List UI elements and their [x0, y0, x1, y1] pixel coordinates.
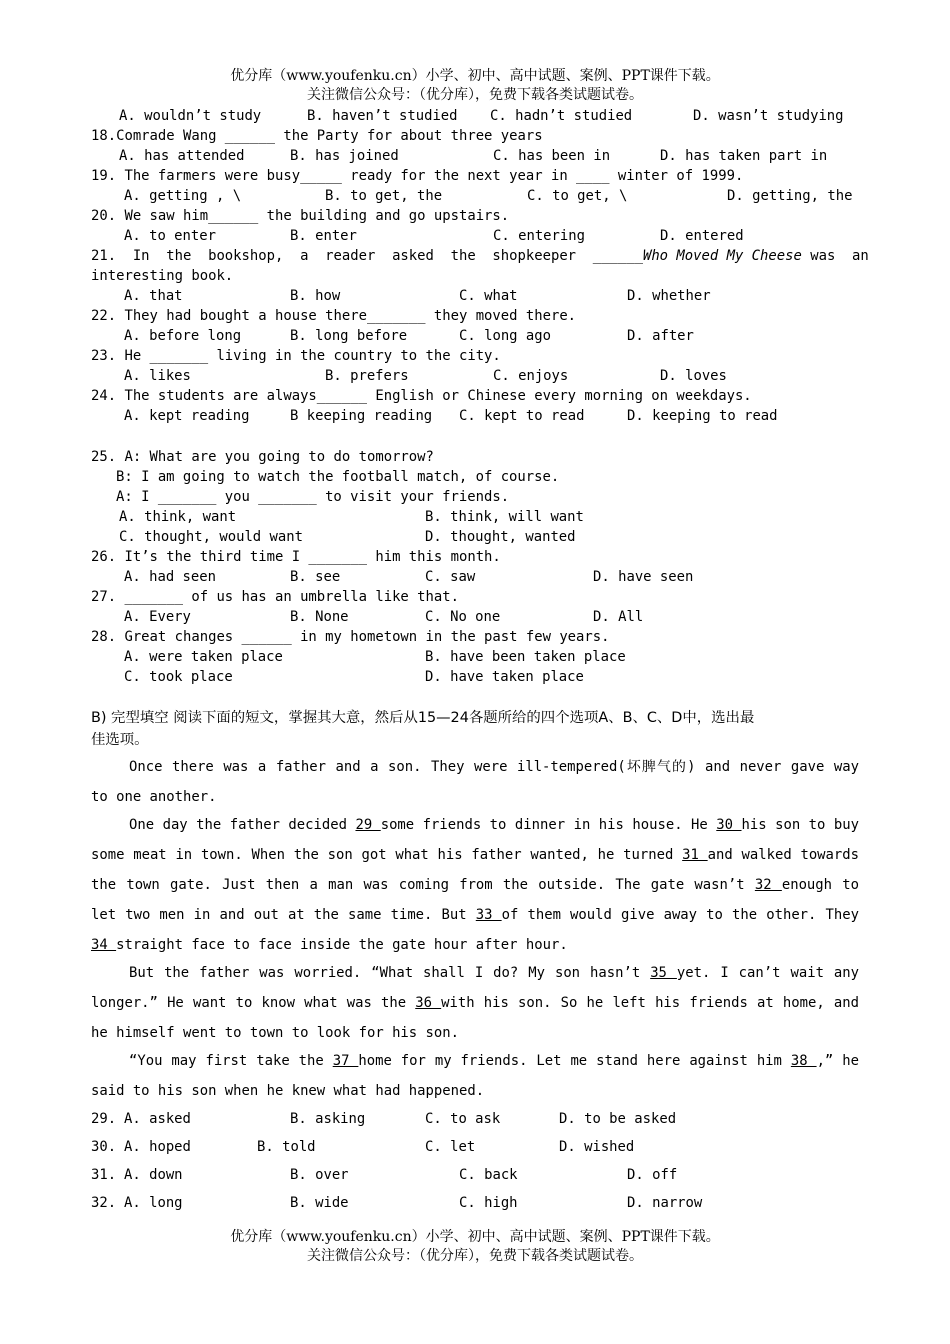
q21-stem-post: was an [801, 248, 869, 264]
q25-line-2: B: I am going to watch the football match, of course. [116, 469, 560, 485]
q25-stem: 25. A: What are you going to do tomorrow? [91, 449, 434, 465]
section-b-instruction: B) 完型填空 阅读下面的短文，掌握其大意，然后从15—24各题所给的四个选项A、B、C、D中，选出最 [91, 710, 755, 726]
q24-stem: 24. The students are always______ English or Chinese every morning on weekdays. [91, 388, 752, 404]
q20-option-d: D. entered [660, 228, 744, 244]
q26-option-b: B. see [290, 569, 341, 585]
q17-option-b: B. haven’t studied [307, 108, 458, 124]
q27-option-b: B. None [290, 609, 349, 625]
passage-p3-text-2: yet. I can’t wait any longer.” He want to know what was the [91, 965, 859, 1011]
q26-option-d: D. have seen [593, 569, 694, 585]
q25-option-a: A. think, want [119, 509, 237, 525]
q18-option-c: C. has been in [493, 148, 611, 164]
q28-stem: 28. Great changes ______ in my hometown in the past few years. [91, 629, 610, 645]
passage-p3-text-3: with his son. So he left his friends at home, and he himself went to town to look for his son. [91, 995, 860, 1041]
q20-option-c: C. entering [493, 228, 585, 244]
header-line-2: 关注微信公众号：（优分库），免费下载各类试题试卷。 [307, 87, 643, 103]
blank-32: 32 [754, 877, 782, 893]
passage-p2-text-5: enough to let two men in and out at the same time. But [91, 877, 859, 923]
q22-stem: 22. They had bought a house there_______ they moved there. [91, 308, 577, 324]
passage-p4-text-2: home for my friends. Let me stand here against him [358, 1053, 791, 1069]
passage-p1-text-b: ) and never gave way to one another. [91, 759, 859, 805]
passage-p4-text-3: ,” he said to his son when he knew what had happened. [91, 1053, 859, 1099]
passage-p2-text-4: and walked towards the town gate. Just then a man was coming from the outside. The gate wasn’t [91, 847, 859, 893]
passage-p4-text-1: “You may first take the [129, 1053, 333, 1069]
q25-option-b: B. think, will want [425, 509, 584, 525]
q23-option-b: B. prefers [325, 368, 409, 384]
q23-option-c: C. enjoys [493, 368, 569, 384]
q29-option-a: A. asked [124, 1111, 191, 1127]
q19-stem: 19. The farmers were busy_____ ready for the next year in ____ winter of 1999. [91, 168, 744, 184]
q23-stem: 23. He _______ living in the country to the city. [91, 348, 501, 364]
q21-option-c: C. what [459, 288, 518, 304]
q30-option-d: D. wished [559, 1139, 635, 1155]
q25-option-d: D. thought, wanted [425, 529, 576, 545]
q29-option-d: D. to be asked [559, 1111, 677, 1127]
passage-p2-text-1: One day the father decided [129, 817, 356, 833]
q17-option-c: C. hadn’t studied [490, 108, 633, 124]
blank-30: 30 [716, 817, 742, 833]
q21-stem [91, 247, 869, 265]
q30-option-a: A. hoped [124, 1139, 191, 1155]
passage-p2-text-3: his son to buy some meat in town. When the son got what his father wanted, he turned [91, 817, 859, 863]
passage-paragraph-2 [91, 810, 859, 960]
passage-paragraph-3 [91, 958, 859, 1048]
q22-option-c: C. long ago [459, 328, 551, 344]
q22-option-b: B. long before [290, 328, 408, 344]
q31-option-a: A. down [124, 1167, 183, 1183]
q24-option-a: A. kept reading [124, 408, 250, 424]
q20-option-b: B. enter [290, 228, 357, 244]
q27-option-a: A. Every [124, 609, 191, 625]
q26-option-a: A. had seen [124, 569, 216, 585]
q23-option-d: D. loves [660, 368, 727, 384]
q32-number: 32. [91, 1195, 117, 1211]
q19-option-c: C. to get, \ [527, 188, 628, 204]
passage-p3-text-1: But the father was worried. “What shall I do? My son hasn’t [129, 965, 651, 981]
q21-stem-pre: 21. In the bookshop, a reader asked the shopkeeper ______ [91, 248, 643, 264]
blank-38: 38 [790, 1053, 817, 1069]
section-b-instruction-line2: 佳选项。 [91, 732, 149, 748]
passage-paragraph-4 [91, 1046, 859, 1106]
q19-option-d: D. getting, the [727, 188, 853, 204]
footer-line-1: 优分库（www.youfenku.cn）小学、初中、高中试题、案例、PPT课件下载。 [230, 1229, 720, 1245]
q29-option-c: C. to ask [425, 1111, 501, 1127]
blank-36: 36 [415, 995, 442, 1011]
q32-option-a: A. long [124, 1195, 183, 1211]
blank-35: 35 [650, 965, 677, 981]
q30-option-c: C. let [425, 1139, 476, 1155]
blank-29: 29 [355, 817, 381, 833]
q18-stem: 18.Comrade Wang ______ the Party for about three years [91, 128, 543, 144]
passage-p2-text-7: straight face to face inside the gate hour after hour. [116, 937, 568, 953]
q31-number: 31. [91, 1167, 117, 1183]
q24-option-b: B keeping reading [290, 408, 433, 424]
passage-p1-chinese-gloss: 坏脾气的 [625, 759, 688, 775]
passage-p1-text-a: Once there was a father and a son. They were ill-tempered( [129, 759, 626, 775]
q25-line-3: A: I _______ you _______ to visit your friends. [116, 489, 510, 505]
passage-paragraph-1 [91, 752, 859, 812]
blank-31: 31 [682, 847, 708, 863]
q21-option-d: D. whether [627, 288, 711, 304]
q20-stem: 20. We saw him______ the building and go upstairs. [91, 208, 510, 224]
q25-option-c: C. thought, would want [119, 529, 303, 545]
q27-stem: 27. _______ of us has an umbrella like that. [91, 589, 459, 605]
q32-option-d: D. narrow [627, 1195, 703, 1211]
q30-option-b: B. told [257, 1139, 316, 1155]
q21-option-b: B. how [290, 288, 341, 304]
q18-option-d: D. has taken part in [660, 148, 828, 164]
q29-number: 29. [91, 1111, 117, 1127]
blank-33: 33 [475, 907, 502, 923]
q27-option-c: C. No one [425, 609, 501, 625]
q20-option-a: A. to enter [124, 228, 216, 244]
q26-option-c: C. saw [425, 569, 476, 585]
q28-option-c: C. took place [124, 669, 233, 685]
q31-option-b: B. over [290, 1167, 349, 1183]
q31-option-c: C. back [459, 1167, 518, 1183]
q24-option-d: D. keeping to read [627, 408, 778, 424]
q32-option-b: B. wide [290, 1195, 349, 1211]
q22-option-d: D. after [627, 328, 694, 344]
q31-option-d: D. off [627, 1167, 678, 1183]
q32-option-c: C. high [459, 1195, 518, 1211]
header-line-1: 优分库（www.youfenku.cn）小学、初中、高中试题、案例、PPT课件下载。 [230, 68, 720, 84]
q17-option-d: D. wasn’t studying [693, 108, 844, 124]
passage-p2-text-2: some friends to dinner in his house. He [380, 817, 717, 833]
q29-option-b: B. asking [290, 1111, 366, 1127]
blank-37: 37 [332, 1053, 359, 1069]
passage-p2-text-6: of them would give away to the other. They [501, 907, 859, 923]
q26-stem: 26. It’s the third time I _______ him this month. [91, 549, 501, 565]
q17-option-a: A. wouldn’t study [119, 108, 262, 124]
q28-option-d: D. have taken place [425, 669, 584, 685]
q18-option-a: A. has attended [119, 148, 245, 164]
q19-option-a: A. getting , \ [124, 188, 242, 204]
q27-option-d: D. All [593, 609, 644, 625]
q18-option-b: B. has joined [290, 148, 399, 164]
q24-option-c: C. kept to read [459, 408, 585, 424]
q21-stem-line2: interesting book. [91, 268, 234, 284]
q28-option-a: A. were taken place [124, 649, 283, 665]
q22-option-a: A. before long [124, 328, 242, 344]
q23-option-a: A. likes [124, 368, 191, 384]
q21-book-title: Who Moved My Cheese [642, 248, 802, 264]
blank-34: 34 [91, 937, 117, 953]
q21-option-a: A. that [124, 288, 183, 304]
q19-option-b: B. to get, the [325, 188, 443, 204]
footer-line-2: 关注微信公众号：（优分库），免费下载各类试题试卷。 [307, 1248, 643, 1264]
q28-option-b: B. have been taken place [425, 649, 626, 665]
q30-number: 30. [91, 1139, 117, 1155]
